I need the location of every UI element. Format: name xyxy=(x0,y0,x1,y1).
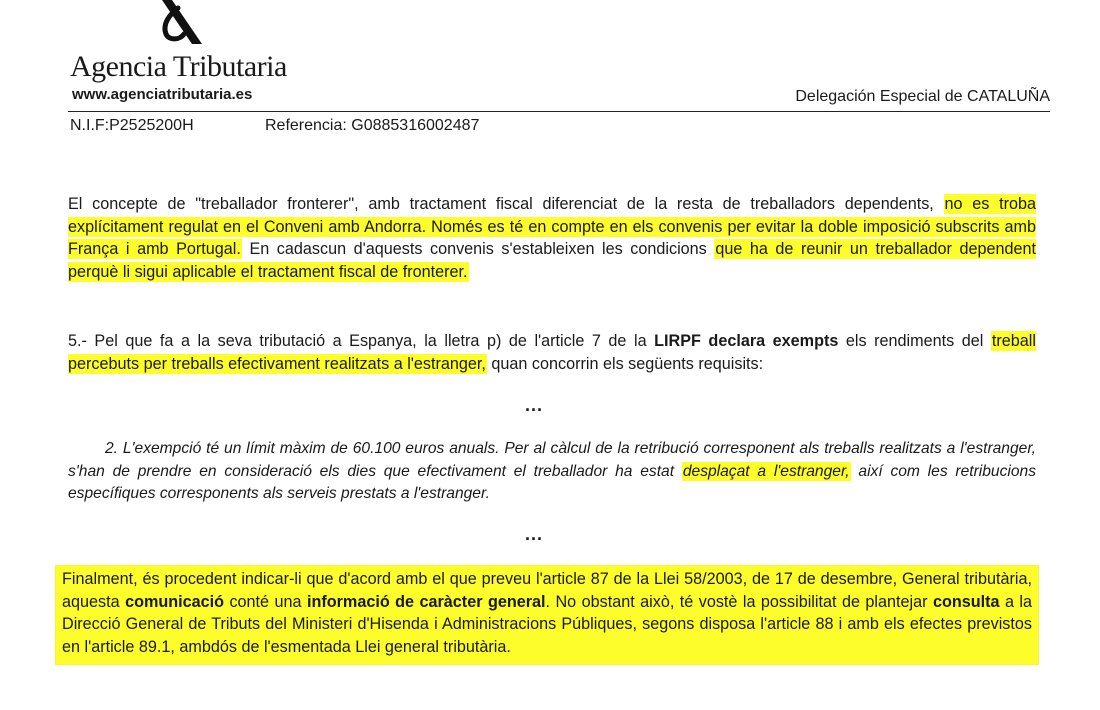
text-run: conté una xyxy=(224,592,307,611)
text-run: Finalment, és procedent indicar-li que d'acord amb el que preveu l'article 87 de la Llei 58/2003, de 17 de desembre, General tributària, aquesta xyxy=(62,570,1032,611)
agencia-tributaria-logo-mark xyxy=(150,0,210,52)
bold-text: comunicació xyxy=(125,592,225,611)
delegation-title: Delegación Especial de CATALUÑA xyxy=(795,88,1050,105)
highlighted-text: que ha de reunir un treballador dependent perquè li sigui aplicable el tractament fiscal de fronterer. xyxy=(68,240,1037,281)
text-run: El concepte de "treballador fronterer", amb tractament fiscal diferenciat de la resta de treballadors dependents, xyxy=(68,195,944,213)
highlighted-text: no es troba explícitament regulat en el Conveni amb Andorra. Només es té en compte en els convenis per evitar la doble imposició subscrits amb França i amb Portugal. xyxy=(68,195,1036,258)
bold-text: consulta xyxy=(932,592,1000,611)
text-run: . No obstant això, té vostè la possibilitat de plantejar xyxy=(545,592,933,611)
text-run: quan concorrin els següents requisits: xyxy=(486,354,764,373)
paragraph-conclusion xyxy=(56,566,1038,664)
logo-name: Agencia Tributaria xyxy=(70,50,287,83)
quoted-exemption-clause xyxy=(68,438,1036,506)
reference-number: Referencia: G0885316002487 xyxy=(265,117,480,134)
bold-text: informació de caràcter general xyxy=(306,592,546,611)
highlighted-text: treball percebuts per treballs efectivament realitzats a l'estranger, xyxy=(68,332,1036,373)
paragraph-frontier-worker xyxy=(68,193,1036,283)
text-run: així com les retribucions específiques corresponents als serveis prestats a l'estranger. xyxy=(68,462,1037,502)
nif-number: N.I.F:P2525200H xyxy=(70,117,194,134)
text-run: a la Direcció General de Tributs del Ministeri d'Hisenda i Administracions Públiques, segons disposa l'article 88 i amb els efectes previstos en l'article 89.1, ambdós de l'esmentada Llei general tributària. xyxy=(62,592,1032,656)
ellipsis-separator: ... xyxy=(525,395,544,415)
logo-url: www.agenciatributaria.es xyxy=(72,86,253,103)
text-run: 5.- Pel que fa a la seva tributació a Espanya, la lletra p) de l'article 7 de la xyxy=(68,332,655,350)
bold-text: LIRPF declara exempts xyxy=(654,332,839,350)
text-run: En cadascun d'aquests convenis s'estableixen les condicions xyxy=(241,240,715,258)
highlighted-text: desplaçat a l'estranger, xyxy=(682,462,850,480)
ellipsis-separator: ... xyxy=(525,524,544,544)
text-run: els rendiments del xyxy=(838,332,991,350)
paragraph-taxation-spain xyxy=(68,330,1036,375)
text-run: 2. L'exempció té un límit màxim de 60.100 euros anuals. Per al càlcul de la retribució corresponent als treballs realitzats a l'estranger, s'han de prendre en consideració els dies que efectivament el treballador ha estat xyxy=(68,440,1036,480)
header-divider xyxy=(68,111,1050,112)
